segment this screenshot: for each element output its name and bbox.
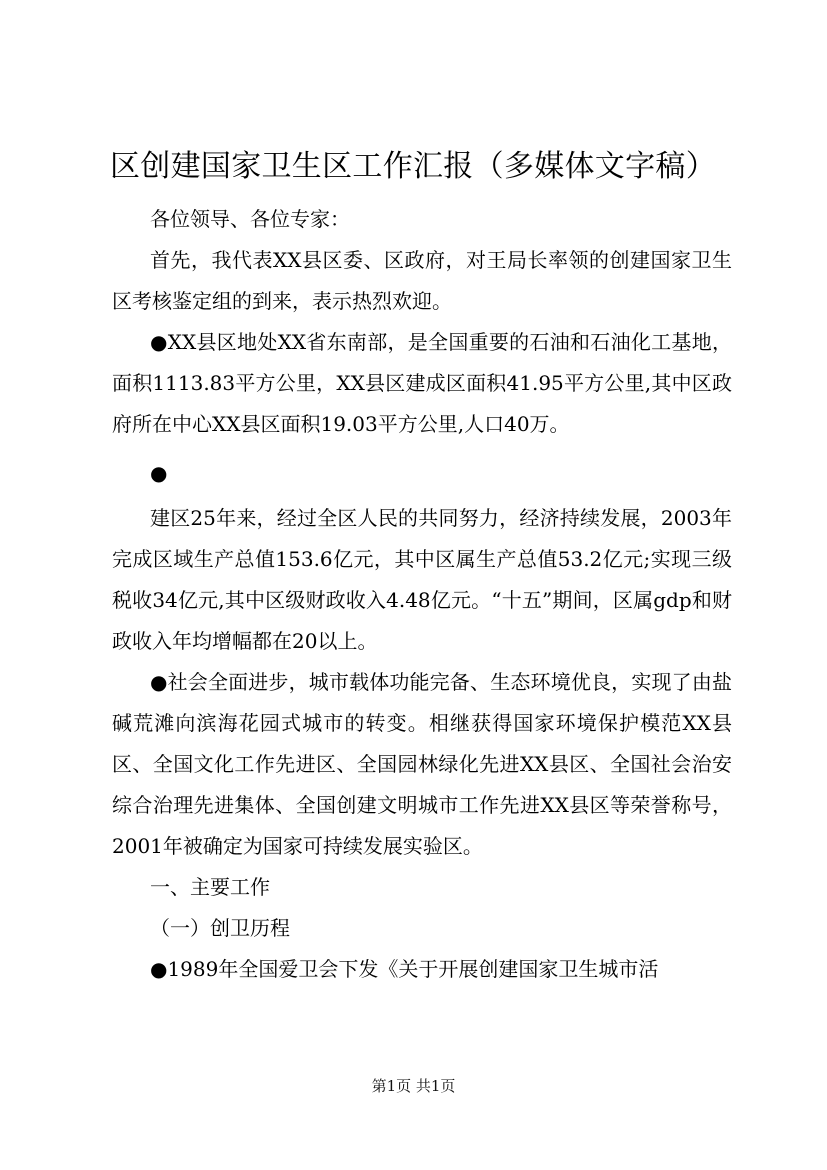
document-title: 区创建国家卫生区工作汇报（多媒体文字稿） (110, 149, 716, 184)
greeting-line: 各位领导、各位专家： (150, 207, 350, 231)
society-paragraph: ●社会全面进步，城市载体功能完备、生态环境优良，实现了由盐碱荒滩向滨海花园式城市的转变。相继获得国家环境保护模范XX县区、全国文化工作先进区、全国园林绿化先进XX县区、全国社会治安综合治理先进集体、全国创建文明城市工作先进XX县区等荣誉称号，2001年被确定为国家可持续发展实验区。 (112, 670, 732, 858)
history-paragraph: ●1989年全国爱卫会下发《关于开展创建国家卫生城市活 (150, 957, 659, 981)
document-body (112, 199, 732, 990)
welcome-paragraph: 首先，我代表XX县区委、区政府，对王局长率领的创建国家卫生区考核鉴定组的到来，表示热烈欢迎。 (112, 248, 732, 313)
page-footer: 第1页 共1页 (371, 1077, 456, 1095)
bullet-only-paragraph: ● (150, 461, 168, 485)
location-paragraph: ●XX县区地处XX省东南部，是全国重要的石油和石油化工基地，面积1113.83平方公里，XX县区建成区面积41.95平方公里,其中区政府所在中心XX县区面积19.03平方公里,人口40万。 (112, 330, 732, 436)
section-heading: 一、主要工作 (150, 875, 270, 899)
economy-paragraph: 建区25年来，经过全区人民的共同努力，经济持续发展，2003年完成区域生产总值153.6亿元，其中区属生产总值53.2亿元;实现三级税收34亿元,其中区级财政收入4.48亿元。“十五”期间，区属gdp和财政收入年均增幅都在20以上。 (112, 506, 732, 653)
subsection-heading: （一）创卫历程 (150, 916, 290, 940)
